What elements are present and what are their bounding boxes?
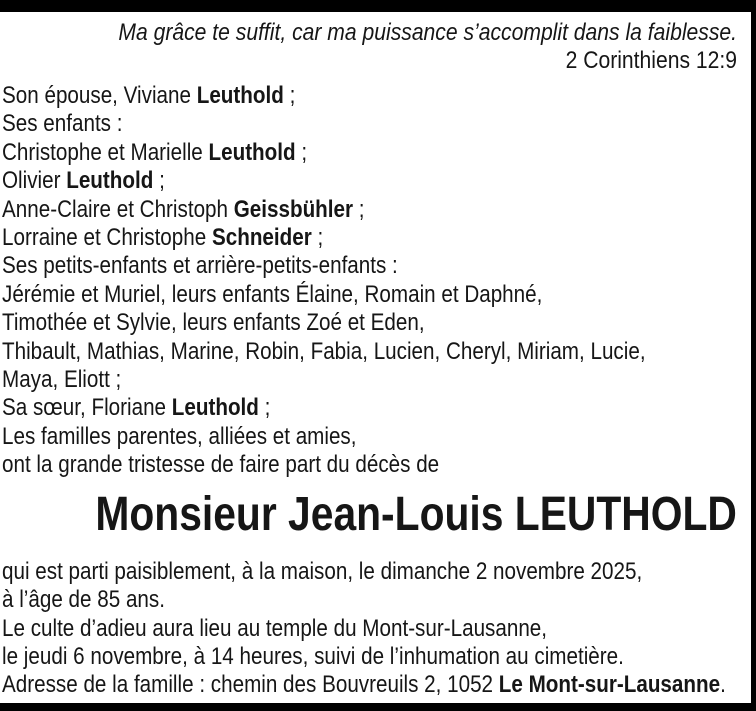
family-line <box>2 451 634 479</box>
line-text: Anne-Claire et Christoph <box>2 195 234 223</box>
line-text: Les familles parentes, alliées et amies, <box>2 422 357 450</box>
line-bold-name: Leuthold <box>66 167 154 195</box>
details-line <box>2 643 634 671</box>
scripture-reference: 2 Corinthiens 12:9 <box>565 47 737 74</box>
line-bold-name: Leuthold <box>171 394 259 422</box>
family-line <box>2 394 634 422</box>
line-bold-name: Leuthold <box>208 138 296 166</box>
line-bold-name: Le Mont-sur-Lausanne <box>498 671 721 699</box>
details-line <box>2 586 634 614</box>
family-line <box>2 167 634 195</box>
line-text: Timothée et Sylvie, leurs enfants Zoé et Eden, <box>2 309 425 337</box>
line-text: Christophe et Marielle <box>2 138 209 166</box>
line-text: le jeudi 6 novembre, à 14 heures, suivi de l’inhumation au cimetière. <box>2 642 624 670</box>
line-text: Ses petits-enfants et arrière-petits-enfants : <box>2 252 398 280</box>
family-line <box>2 309 634 337</box>
line-text: ; <box>353 195 365 223</box>
line-text: Jérémie et Muriel, leurs enfants Élaine, Romain et Daphné, <box>2 280 543 308</box>
details-line <box>2 557 643 586</box>
line-text: Adresse de la famille : chemin des Bouvreuils 2, 1052 <box>2 671 499 699</box>
line-text: ; <box>258 394 271 422</box>
family-line <box>2 139 634 167</box>
line-text: Olivier <box>2 167 67 195</box>
line-text: ont la grande tristesse de faire part du décès de <box>2 451 440 479</box>
details-line <box>2 615 634 643</box>
line-text: Maya, Eliott ; <box>2 366 122 394</box>
family-line <box>2 337 646 366</box>
scripture-quote-block <box>2 12 737 75</box>
family-line <box>2 281 634 309</box>
family-line <box>2 252 634 280</box>
line-bold-name: Geissbühler <box>233 195 354 223</box>
line-text: ; <box>153 167 165 195</box>
family-line <box>2 82 634 110</box>
line-text: . <box>720 671 726 699</box>
line-text: Thibault, Mathias, Marine, Robin, Fabia, Lucien, Cheryl, Miriam, Lucie, <box>2 337 646 365</box>
line-text: Son épouse, Viviane <box>2 82 197 109</box>
line-bold-name: Leuthold <box>196 82 284 109</box>
deceased-name: Monsieur Jean-Louis LEUTHOLD <box>95 487 737 541</box>
family-line <box>2 423 634 451</box>
family-line <box>2 110 634 138</box>
details-line <box>2 671 726 699</box>
line-text: ; <box>311 224 324 252</box>
bottom-border-bar <box>0 703 756 711</box>
line-text: Lorraine et Christophe <box>2 224 212 252</box>
line-text: Sa sœur, Floriane <box>2 394 172 422</box>
notice-content <box>2 12 737 700</box>
line-bold-name: Schneider <box>211 224 312 252</box>
top-border-bar <box>0 0 756 12</box>
line-text: ; <box>283 82 296 109</box>
family-line <box>2 196 634 224</box>
line-text: qui est parti paisiblement, à la maison, le dimanche 2 novembre 2025, <box>2 557 643 585</box>
family-line <box>2 224 634 252</box>
line-text: à l’âge de 85 ans. <box>2 586 165 614</box>
scripture-quote-text: Ma grâce te suffit, car ma puissance s’accomplit dans la faiblesse. <box>118 19 737 46</box>
right-border-bar <box>751 0 756 711</box>
line-text: Le culte d’adieu aura lieu au temple du Mont-sur-Lausanne, <box>2 614 548 642</box>
line-text: ; <box>295 138 308 166</box>
family-list <box>2 82 737 480</box>
funeral-details <box>2 558 737 700</box>
line-text: Ses enfants : <box>2 110 123 138</box>
family-line <box>2 366 634 394</box>
